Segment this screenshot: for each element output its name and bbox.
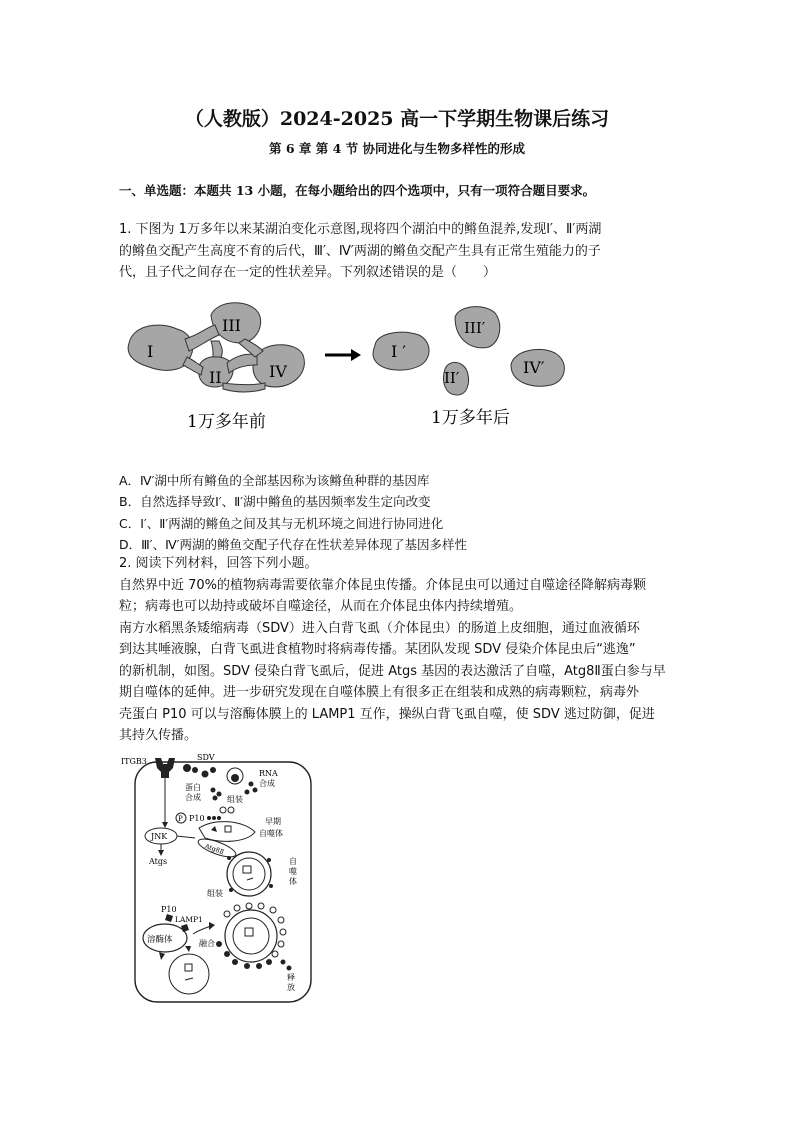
page-title: （人教版）2024-2025 高一下学期生物课后练习 bbox=[184, 108, 610, 130]
option-c[interactable]: C．Ⅰ′、Ⅱ′两湖的鳉鱼之间及其与无机环境之间进行协同进化 bbox=[119, 515, 444, 531]
label-p10-b: P10 bbox=[161, 905, 177, 914]
label-protein: 蛋白 bbox=[185, 783, 201, 792]
lake-label: IV bbox=[269, 362, 287, 381]
lake-label: I bbox=[147, 342, 154, 361]
lake-label: III bbox=[222, 316, 241, 335]
label-lamp1: LAMP1 bbox=[175, 915, 203, 924]
label-lysosome: 溶酶体 bbox=[147, 935, 173, 945]
q2-line: 到达其唾液腺，白背飞虱进食植物时将病毒传播。某团队发现 SDV 侵染介体昆虫后“逃逸” bbox=[119, 642, 636, 657]
lake-label: II bbox=[209, 368, 222, 387]
channel bbox=[211, 341, 222, 357]
question-1-stem bbox=[119, 219, 679, 284]
arrow-icon bbox=[325, 349, 361, 361]
q2-line: 粒；病毒也可以劫持或破坏自噬途径，从而在介体昆虫体内持续增殖。 bbox=[119, 599, 523, 614]
label-assemble-2: 组装 bbox=[207, 889, 223, 898]
label-itgb3: ITGB3 bbox=[121, 757, 147, 766]
q1-line: 代，且子代之间存在一定的性状差异。下列叙述错误的是（ ） bbox=[119, 265, 497, 280]
lake-change-diagram bbox=[119, 295, 579, 440]
q2-line: 壳蛋白 P10 可以与溶酶体膜上的 LAMP1 互作，操纵白背飞虱自噬，使 SDV 逃过防御，促进 bbox=[119, 706, 655, 722]
label-rna: RNA bbox=[259, 769, 278, 778]
label-protein-synth: 合成 bbox=[185, 793, 201, 802]
q2-line: 南方水稻黑条矮缩病毒（SDV）进入白背飞虱（介体昆虫）的肠道上皮细胞，通过血液循环 bbox=[119, 620, 640, 636]
label-sdv: SDV bbox=[197, 753, 215, 762]
q1-line: 的鳉鱼交配产生高度不育的后代，Ⅲ′、Ⅳ′两湖的鳉鱼交配产生具有正常生殖能力的子 bbox=[119, 243, 601, 259]
itgb3-receptor-icon bbox=[155, 758, 175, 778]
label-autophagosome-3: 体 bbox=[289, 877, 297, 886]
label-fusion: 融合 bbox=[199, 939, 215, 948]
label-rna-synth: 合成 bbox=[259, 779, 275, 788]
q2-line: 期自噬体的延伸。进一步研究发现在自噬体膜上有很多正在组装和成熟的病毒颗粒，病毒外 bbox=[119, 685, 640, 700]
label-p10: P10 bbox=[189, 814, 205, 823]
nucleus bbox=[169, 954, 209, 994]
q2-line: 自然界中近 70%的植物病毒需要依靠介体昆虫传播。介体昆虫可以通过自噬途径降解病毒颗 bbox=[119, 577, 647, 593]
option-d[interactable]: D．Ⅲ′、Ⅳ′两湖的鳉鱼交配子代存在性状差异体现了基因多样性 bbox=[119, 536, 467, 552]
option-a[interactable]: A．Ⅳ′湖中所有鳉鱼的全部基因称为该鳉鱼种群的基因库 bbox=[119, 473, 430, 488]
label-autophagosome-1: 自 bbox=[289, 857, 297, 866]
page-subtitle: 第 6 章 第 4 节 协同进化与生物多样性的形成 bbox=[268, 141, 525, 156]
option-b[interactable]: B．自然选择导致Ⅰ′、Ⅱ′湖中鳉鱼的基因频率发生定向改变 bbox=[119, 494, 431, 510]
q1-line: 1. 下图为 1万多年以来某湖泊变化示意图,现将四个湖泊中的鳉鱼混养,发现Ⅰ′、Ⅱ′两湖 bbox=[119, 222, 602, 237]
lake-label: III′ bbox=[464, 319, 486, 337]
channel bbox=[227, 354, 257, 373]
cell-autophagy-diagram bbox=[119, 748, 319, 1008]
channel bbox=[183, 357, 203, 375]
label-autophagosome-2: 噬 bbox=[289, 867, 297, 876]
lake-i-shape bbox=[128, 325, 192, 370]
autophagosome bbox=[227, 852, 271, 896]
lake-label: II′ bbox=[444, 369, 460, 387]
label-atgs: Atgs bbox=[149, 857, 168, 866]
label-release-1: 释 bbox=[287, 973, 295, 982]
label-early-autophagosome: 自噬体 bbox=[259, 829, 283, 838]
label-early: 早期 bbox=[265, 817, 281, 826]
channel bbox=[223, 383, 265, 392]
question-1-options bbox=[119, 470, 679, 555]
cell-membrane bbox=[135, 762, 311, 1002]
label-jnk: JNK bbox=[151, 832, 168, 841]
q2-line: 2. 阅读下列材料，回答下列小题。 bbox=[119, 556, 318, 571]
question-2-material bbox=[119, 553, 679, 747]
label-atg8: Atg8Ⅱ bbox=[203, 842, 226, 857]
after-caption: 1万多年后 bbox=[431, 408, 510, 428]
label-p: P bbox=[178, 815, 183, 823]
q2-line: 的新机制，如图。SDV 侵染白背飞虱后，促进 Atgs 基因的表达激活了自噬，Atg8Ⅱ蛋白参与早 bbox=[119, 663, 666, 679]
q2-line: 其持久传播。 bbox=[119, 728, 198, 743]
lake-label: IV′ bbox=[523, 358, 545, 377]
lake-label: I ′ bbox=[391, 342, 407, 361]
before-caption: 1万多年前 bbox=[187, 412, 266, 432]
section-heading: 一、单选题：本题共 13 小题，在每小题给出的四个选项中，只有一项符合题目要求。 bbox=[119, 183, 596, 198]
label-release-2: 放 bbox=[287, 983, 295, 992]
label-assemble: 组装 bbox=[227, 795, 243, 804]
